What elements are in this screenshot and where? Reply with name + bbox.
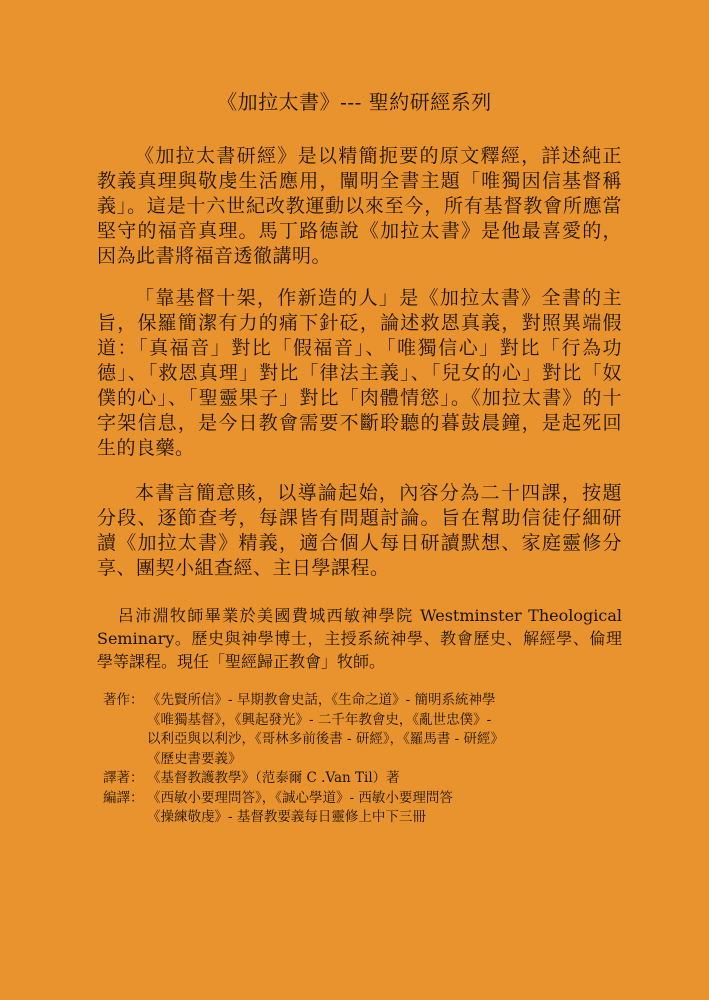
book-title: 《加拉太書》--- 聖約研經系列	[217, 90, 492, 114]
description-paragraph-1	[97, 144, 622, 269]
writings-line: 以利亞與以利沙，《哥林多前後書 - 研經》，《羅馬書 - 研經》	[147, 731, 505, 747]
description-paragraph-2	[97, 286, 622, 461]
works-writings	[103, 691, 623, 769]
works-edited	[103, 789, 623, 828]
paragraph-text: 《加拉太書研經》是以精簡扼要的原文釋經，詳述純正教義真理與敬虔生活應用，闡明全書主題「唯獨因信基督稱義」。這是十六世紀改教運動以來至今，所有基督教會所應當堅守的福音真理。馬丁路德說《加拉太書》是他最喜愛的，因為此書將福音透徹講明。	[97, 145, 622, 267]
author-bio	[97, 604, 622, 673]
writings-line: 《歷史書要義》	[147, 750, 242, 767]
description-paragraph-3	[97, 481, 622, 581]
writings-line: 《唯獨基督》，《興起發光》- 二千年教會史，《亂世忠僕》-	[147, 711, 492, 728]
translation-label: 譯著：	[103, 770, 144, 786]
writings-label: 著作：	[103, 692, 144, 708]
writings-line: 《先賢所信》- 早期教會史話，《生命之道》- 簡明系統神學	[147, 692, 496, 708]
paragraph-text: 本書言簡意賅，以導論起始，內容分為二十四課，按題分段、逐節查考，每課皆有問題討論。旨在幫助信徒仔細研讀《加拉太書》精義，適合個人每日研讀默想、家庭靈修分享、團契小組查經、主日學課程。	[97, 482, 622, 579]
works-list	[103, 691, 623, 828]
author-bio-text: 呂沛淵牧師畢業於美國費城西敏神學院 Westminster Theological Seminary。歷史與神學博士，主授系統神學、教會歷史、解經學、倫理學等課程。現任「聖經歸正教會」牧師。	[97, 606, 622, 671]
edited-line: 《操練敬虔》- 基督教要義每日靈修上中下三冊	[147, 809, 426, 825]
works-translation	[103, 769, 623, 789]
paragraph-text: 「靠基督十架，作新造的人」是《加拉太書》全書的主旨，保羅簡潔有力的痛下針砭，論述救恩真義，對照異端假道：「真福音」對比「假福音」、「唯獨信心」對比「行為功德」、「救恩真理」對比「律法主義」、「兒女的心」對比「奴僕的心」、「聖靈果子」對比「肉體情慾」。《加拉太書》的十字架信息，是今日教會需要不斷聆聽的暮鼓晨鐘，是起死回生的良藥。	[97, 287, 622, 459]
edited-line: 《西敏小要理問答》，《誠心學道》- 西敏小要理問答	[147, 789, 453, 806]
translation-line: 《基督教護教學》（范泰爾 C .Van Til）著	[147, 770, 400, 786]
edited-label: 編譯：	[103, 789, 144, 806]
